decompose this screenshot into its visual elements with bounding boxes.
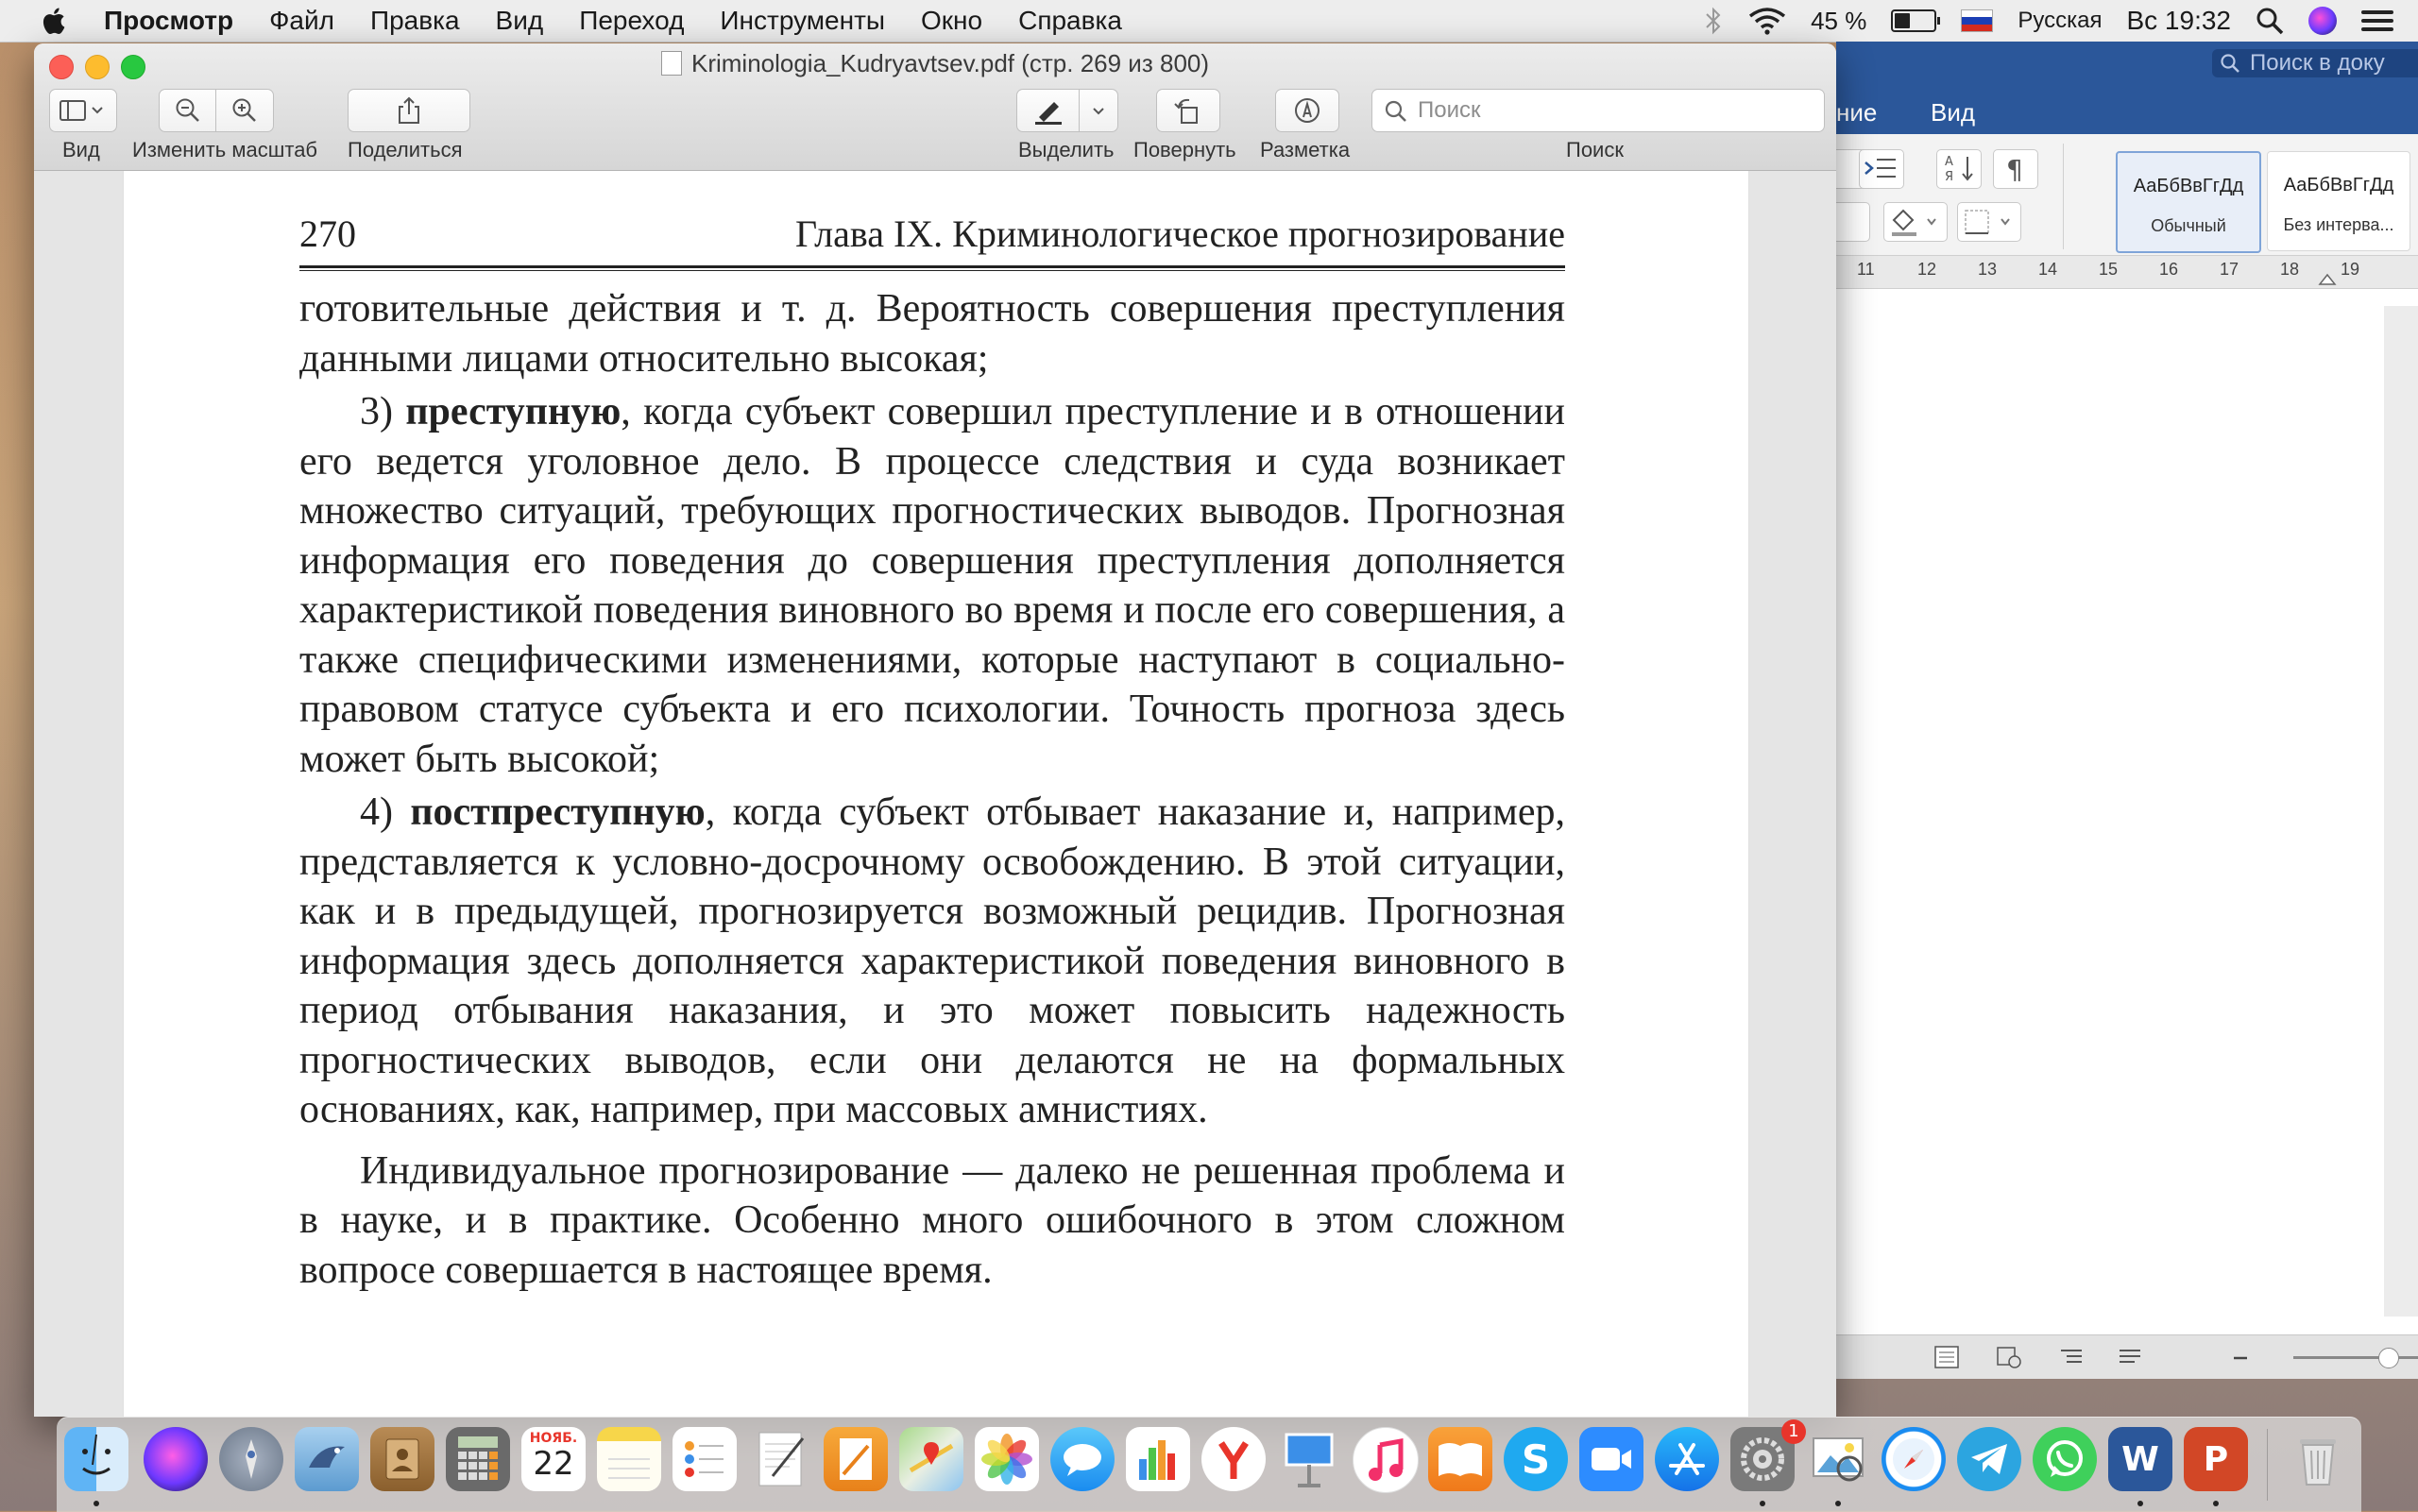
- app-store-icon[interactable]: [1655, 1427, 1719, 1491]
- svg-text:¶: ¶: [2006, 154, 2023, 185]
- notification-badge: 1: [1781, 1419, 1806, 1444]
- input-language[interactable]: Русская: [2018, 8, 2103, 33]
- paragraph: [299, 788, 1565, 1135]
- ruler-number: 19: [2341, 260, 2360, 279]
- paragraph-text: , когда субъект совершил преступление и в отношении его ведется уголовное дело. В процессе следствия и суда возникает множество ситуаций, требующих прогностических выводов. Прогнозная информация его поведения до совершения преступления дополняется характеристикой поведения виновного во время и после его совершения, а также специфическими изменениями, которые наступают в социально-правовом статусе субъекта и его психологии. Точность прогноза здесь может быть высокой;: [299, 390, 1566, 781]
- pdf-page-text: [299, 211, 1565, 1295]
- pages-icon[interactable]: [824, 1427, 888, 1491]
- clock[interactable]: Вс 19:32: [2126, 6, 2231, 35]
- yandex-browser-icon[interactable]: [1201, 1427, 1266, 1491]
- markup-button[interactable]: [1275, 89, 1339, 132]
- web-layout-icon[interactable]: [1995, 1345, 2023, 1369]
- style-no-spacing[interactable]: [2267, 151, 2410, 251]
- zoom-out-button[interactable]: [159, 89, 217, 132]
- siri-icon[interactable]: [2308, 7, 2337, 35]
- paragraph-text: , когда субъект отбывает наказание и, например, представляется к условно-досрочному освобождению. В этой ситуации, как и в предыдущей, прогнозируется возможный рецидив. Прогнозная информация здесь дополняется характеристикой поведения виновного в период отбывания наказания, и это может повысить надежность прогностических выводов, если они делаются не на формальных основаниях, как, например, при массовых амнистиях.: [299, 790, 1566, 1131]
- launchpad-icon[interactable]: [219, 1427, 283, 1491]
- rotate-label: Повернуть: [1133, 138, 1236, 161]
- view-label: Вид: [62, 138, 100, 161]
- search-label: Поиск: [1566, 138, 1624, 161]
- notification-center-icon[interactable]: [2361, 6, 2393, 36]
- header-rule: [299, 265, 1565, 271]
- word-page[interactable]: [1836, 306, 2384, 1317]
- ruler-number: 14: [2038, 260, 2058, 279]
- books-icon[interactable]: [1428, 1427, 1492, 1491]
- borders-icon: [1958, 203, 2015, 239]
- running-indicator: [1835, 1501, 1841, 1506]
- zoom-slider[interactable]: [2293, 1356, 2418, 1359]
- ruler-number: 17: [2220, 260, 2239, 279]
- numbers-icon[interactable]: [1126, 1427, 1190, 1491]
- running-indicator: [2213, 1501, 2219, 1506]
- preview-search-field[interactable]: [1371, 89, 1825, 132]
- preview-window: [34, 43, 1836, 1417]
- pdf-viewport[interactable]: [34, 171, 1836, 1417]
- sort-icon: [1937, 150, 1979, 186]
- ruler-number: 16: [2159, 260, 2179, 279]
- powerpoint-app-icon[interactable]: P: [2184, 1427, 2248, 1491]
- calendar-month: НОЯБ.: [529, 1431, 578, 1446]
- markup-label: Разметка: [1260, 138, 1351, 161]
- zoom-slider-thumb[interactable]: [2378, 1348, 2399, 1368]
- rotate-button[interactable]: [1156, 89, 1220, 132]
- pilcrow-icon: [1994, 150, 2035, 186]
- sidebar-icon: [57, 97, 110, 124]
- sort-button[interactable]: [1936, 149, 1982, 189]
- contacts-book-icon[interactable]: [370, 1427, 434, 1491]
- running-indicator: [2137, 1501, 2143, 1506]
- style-normal-sample: АаБбВвГгДд: [2133, 176, 2244, 196]
- whatsapp-icon[interactable]: [2033, 1427, 2097, 1491]
- svg-text:Я: Я: [1945, 170, 1954, 184]
- calendar-icon[interactable]: [521, 1427, 586, 1491]
- style-normal[interactable]: [2116, 151, 2261, 253]
- word-search-field[interactable]: [2212, 49, 2418, 77]
- telegram-icon[interactable]: [1957, 1427, 2021, 1491]
- draft-view-icon[interactable]: [2116, 1345, 2144, 1369]
- style-normal-name: Обычный: [2151, 216, 2226, 235]
- chapter-title: Глава IX. Криминологическое прогнозирование: [795, 212, 1565, 255]
- zoom-out-icon[interactable]: [2231, 1349, 2250, 1368]
- siri-app-icon[interactable]: [144, 1427, 208, 1491]
- menu-tools[interactable]: Инструменты: [720, 6, 886, 35]
- menu-go[interactable]: Переход: [579, 6, 685, 35]
- calendar-day: 22: [533, 1445, 574, 1483]
- paragraph: [299, 387, 1565, 784]
- pdf-document-icon: [661, 51, 682, 76]
- wifi-icon[interactable]: [1748, 7, 1786, 35]
- zoom-out-icon: [174, 96, 202, 125]
- highlight-options-button[interactable]: [1079, 89, 1118, 132]
- word-ribbon-tabs: [1836, 85, 2418, 134]
- increase-indent-icon: [1860, 150, 1901, 186]
- rotate-left-icon: [1173, 95, 1203, 126]
- line-spacing-button[interactable]: [1831, 202, 1870, 242]
- window-title-text: Kriminologia_Kudryavtsev.pdf (стр. 269 из 800): [690, 49, 1210, 77]
- word-status-bar: [1836, 1334, 2418, 1379]
- running-indicator: [1760, 1501, 1765, 1506]
- highlighter-pen-icon: [1031, 96, 1065, 125]
- running-header: [299, 211, 1565, 258]
- spotlight-search-icon[interactable]: [2256, 7, 2284, 35]
- word-search-placeholder: Поиск в доку: [2250, 50, 2385, 76]
- markup-pen-icon: [1293, 96, 1321, 125]
- ruler-number: 18: [2280, 260, 2300, 279]
- ruler-number: 11: [1857, 260, 1875, 279]
- word-titlebar: [1836, 42, 2418, 85]
- ruler-number: 12: [1917, 260, 1937, 279]
- dock: [57, 1417, 2361, 1512]
- battery-icon[interactable]: [1891, 9, 1936, 32]
- menu-app-preview[interactable]: Просмотр: [104, 6, 234, 35]
- battery-percent: 45 %: [1811, 6, 1867, 35]
- page-number: 270: [299, 212, 356, 255]
- style-no-spacing-sample: АаБбВвГгДд: [2283, 175, 2394, 195]
- zoom-label: Изменить масштаб: [132, 138, 318, 161]
- menu-file[interactable]: Файл: [269, 6, 334, 35]
- show-formatting-button[interactable]: [1993, 149, 2038, 189]
- share-icon: [395, 95, 423, 126]
- tab-view[interactable]: Вид: [1931, 98, 1976, 127]
- list-number: 3): [360, 390, 393, 433]
- chevron-down-icon: [1089, 101, 1108, 120]
- notes-icon[interactable]: [597, 1427, 661, 1491]
- zoom-in-button[interactable]: [215, 89, 274, 132]
- pdf-page[interactable]: [123, 171, 1749, 1417]
- shading-button[interactable]: [1883, 202, 1948, 242]
- print-layout-icon[interactable]: [1933, 1345, 1961, 1369]
- finder-icon[interactable]: [64, 1427, 128, 1491]
- music-icon[interactable]: [1353, 1427, 1419, 1493]
- zoom-app-icon[interactable]: [1579, 1427, 1643, 1491]
- word-app-icon[interactable]: W: [2108, 1427, 2172, 1491]
- right-indent-marker-icon[interactable]: [2318, 273, 2337, 286]
- tab-review-partial[interactable]: ние: [1836, 98, 1878, 127]
- search-placeholder: Поиск: [1418, 97, 1481, 123]
- borders-button[interactable]: [1957, 202, 2021, 242]
- ruler-number: 15: [2099, 260, 2119, 279]
- word-ruler[interactable]: [1836, 256, 2418, 289]
- view-menu-button[interactable]: [49, 89, 117, 132]
- style-no-spacing-name: Без интерва...: [2283, 215, 2394, 234]
- ruler-number: 13: [1978, 260, 1998, 279]
- photos-icon[interactable]: [975, 1427, 1039, 1491]
- outline-view-icon[interactable]: [2057, 1345, 2086, 1369]
- reminders-icon[interactable]: [673, 1427, 737, 1491]
- apple-menu-icon[interactable]: [38, 4, 72, 38]
- svg-text:A: A: [1945, 155, 1953, 169]
- menu-help[interactable]: Справка: [1018, 6, 1122, 35]
- share-label: Поделиться: [348, 138, 463, 161]
- bluetooth-icon[interactable]: [1703, 7, 1724, 35]
- window-title: [34, 49, 1836, 78]
- preview-app-icon[interactable]: [1806, 1427, 1870, 1491]
- paragraph: готовительные действия и т. д. Вероятность совершения преступления данными лицами относительно высокая;: [299, 287, 1565, 381]
- word-ribbon: [1836, 134, 2418, 256]
- messages-icon[interactable]: [1050, 1427, 1115, 1491]
- highlight-label: Выделить: [1018, 138, 1115, 161]
- dock-separator: [2267, 1429, 2268, 1501]
- keynote-icon[interactable]: [1277, 1427, 1341, 1491]
- search-icon: [1384, 99, 1408, 124]
- indent-button[interactable]: [1859, 149, 1904, 189]
- paint-bucket-icon: [1884, 203, 1941, 239]
- search-icon: [2220, 53, 2240, 74]
- trash-icon[interactable]: [2286, 1427, 2350, 1491]
- textedit-icon[interactable]: [748, 1427, 812, 1491]
- ribbon-separator: [2063, 144, 2064, 249]
- calculator-icon[interactable]: [446, 1427, 510, 1491]
- russian-flag-icon[interactable]: [1961, 9, 1993, 32]
- zoom-in-icon: [230, 96, 259, 125]
- menu-view[interactable]: Вид: [495, 6, 544, 35]
- highlight-button[interactable]: [1016, 89, 1081, 132]
- paragraph: Индивидуальное прогнозирование — далеко не решенная проблема и в науке, и в практике. Особенно много ошибочного в этом сложном вопросе совершается в настоящее время.: [299, 1148, 1565, 1292]
- bold-term: преступную: [405, 390, 622, 433]
- menu-bar: [0, 0, 2418, 42]
- skype-icon[interactable]: S: [1504, 1427, 1568, 1491]
- word-window: [1836, 42, 2418, 1379]
- bold-term: постпреступную: [410, 790, 706, 834]
- mail-app-icon[interactable]: [295, 1427, 359, 1491]
- word-document-area[interactable]: [1836, 306, 2418, 1317]
- maps-icon[interactable]: [899, 1427, 963, 1491]
- preview-toolbar: [34, 43, 1836, 171]
- safari-icon[interactable]: [1882, 1427, 1946, 1491]
- share-button[interactable]: [348, 89, 470, 132]
- menu-edit[interactable]: Правка: [369, 6, 460, 35]
- list-number: 4): [360, 790, 393, 834]
- running-indicator: [94, 1501, 99, 1506]
- menu-window[interactable]: Окно: [921, 6, 983, 35]
